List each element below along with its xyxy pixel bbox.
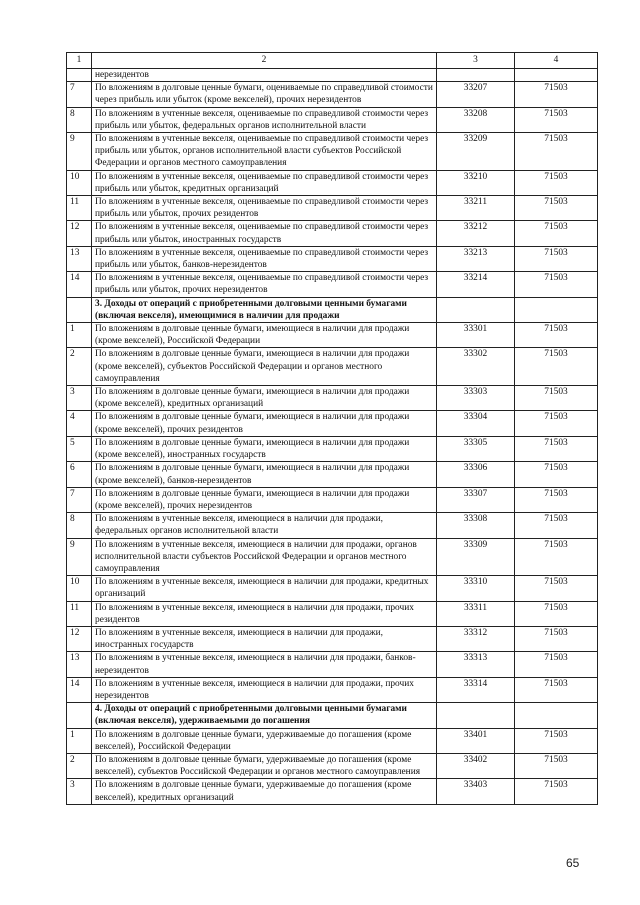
table-row (67, 272, 598, 297)
row-description: По вложениям в учтенные векселя, оцениваемые по справедливой стоимости через прибыль или убыток, иностранных государств (92, 221, 437, 246)
income-symbol-code: 33307 (437, 487, 515, 512)
row-description: По вложениям в долговые ценные бумаги, имеющиеся в наличии для продажи (кроме векселей), прочих нерезидентов (92, 487, 437, 512)
row-description: По вложениям в учтенные векселя, имеющиеся в наличии для продажи, иностранных государств (92, 626, 437, 651)
income-symbol-code: 33310 (437, 576, 515, 601)
table-body (67, 69, 598, 805)
account-symbol: 71503 (515, 728, 598, 753)
account-symbol: 71503 (515, 779, 598, 804)
row-number: 8 (67, 107, 92, 132)
account-symbol: 71503 (515, 487, 598, 512)
income-symbol-code: 33214 (437, 272, 515, 297)
page-number: 65 (566, 856, 580, 870)
account-symbol: 71503 (515, 170, 598, 195)
row-description: По вложениям в долговые ценные бумаги, имеющиеся в наличии для продажи (кроме векселей), субъектов Российской Федерации и органов местного самоуправления (92, 348, 437, 386)
account-symbol: 71503 (515, 246, 598, 271)
table-row (67, 69, 598, 82)
income-symbol-code (437, 297, 515, 322)
income-symbol-code: 33401 (437, 728, 515, 753)
row-number: 3 (67, 779, 92, 804)
row-description: По вложениям в долговые ценные бумаги, удерживаемые до погашения (кроме векселей), кредитных организаций (92, 779, 437, 804)
row-number: 2 (67, 348, 92, 386)
account-symbol: 71503 (515, 626, 598, 651)
account-symbol: 71503 (515, 348, 598, 386)
account-symbol: 71503 (515, 411, 598, 436)
income-symbol-code: 33304 (437, 411, 515, 436)
row-number: 13 (67, 652, 92, 677)
account-symbol: 71503 (515, 462, 598, 487)
account-symbol: 71503 (515, 677, 598, 702)
account-symbol: 71503 (515, 601, 598, 626)
income-symbol-code: 33211 (437, 196, 515, 221)
account-symbol: 71503 (515, 513, 598, 538)
row-number: 12 (67, 221, 92, 246)
row-description: По вложениям в учтенные векселя, оцениваемые по справедливой стоимости через прибыль или убыток, федеральных органов исполнительной власти (92, 107, 437, 132)
row-description: По вложениям в учтенные векселя, оцениваемые по справедливой стоимости через прибыль или убыток, банков-нерезидентов (92, 246, 437, 271)
table-row (67, 82, 598, 107)
row-description: По вложениям в учтенные векселя, оцениваемые по справедливой стоимости через прибыль или убыток, прочих нерезидентов (92, 272, 437, 297)
row-description: По вложениям в учтенные векселя, имеющиеся в наличии для продажи, органов исполнительной власти субъектов Российской Федерации и органов местного самоуправления (92, 538, 437, 576)
table-row (67, 601, 598, 626)
table-row (67, 246, 598, 271)
income-symbol-code: 33209 (437, 133, 515, 171)
row-number: 1 (67, 323, 92, 348)
row-description: 3. Доходы от операций с приобретенными долговыми ценными бумагами (включая векселя), имеющимися в наличии для продажи (92, 297, 437, 322)
table-row (67, 576, 598, 601)
header-col-3: 3 (437, 53, 515, 69)
row-number: 11 (67, 601, 92, 626)
row-description: По вложениям в учтенные векселя, имеющиеся в наличии для продажи, прочих нерезидентов (92, 677, 437, 702)
account-symbol: 71503 (515, 576, 598, 601)
row-description: По вложениям в учтенные векселя, оцениваемые по справедливой стоимости через прибыль или убыток, прочих резидентов (92, 196, 437, 221)
account-symbol: 71503 (515, 82, 598, 107)
account-symbol (515, 69, 598, 82)
income-symbol-code (437, 703, 515, 728)
section-header-row (67, 703, 598, 728)
table-row (67, 411, 598, 436)
table-row (67, 462, 598, 487)
income-symbol-code: 33210 (437, 170, 515, 195)
account-symbol: 71503 (515, 538, 598, 576)
income-symbol-code: 33314 (437, 677, 515, 702)
row-description: По вложениям в долговые ценные бумаги, оцениваемые по справедливой стоимости через прибыль или убыток (кроме векселей), прочих нерезидентов (92, 82, 437, 107)
row-number: 12 (67, 626, 92, 651)
account-symbol: 71503 (515, 196, 598, 221)
row-number: 14 (67, 677, 92, 702)
table-row (67, 348, 598, 386)
row-number: 4 (67, 411, 92, 436)
account-symbol: 71503 (515, 323, 598, 348)
table-row (67, 107, 598, 132)
row-description: нерезидентов (92, 69, 437, 82)
table-row (67, 133, 598, 171)
account-symbol: 71503 (515, 753, 598, 778)
row-number: 8 (67, 513, 92, 538)
row-number: 10 (67, 170, 92, 195)
table-row (67, 626, 598, 651)
row-number: 9 (67, 133, 92, 171)
row-description: По вложениям в долговые ценные бумаги, удерживаемые до погашения (кроме векселей), Российской Федерации (92, 728, 437, 753)
table-row (67, 652, 598, 677)
account-symbol: 71503 (515, 386, 598, 411)
row-number: 13 (67, 246, 92, 271)
row-number: 11 (67, 196, 92, 221)
row-number: 14 (67, 272, 92, 297)
row-description: По вложениям в долговые ценные бумаги, удерживаемые до погашения (кроме векселей), субъектов Российской Федерации и органов местного самоуправления (92, 753, 437, 778)
row-number: 9 (67, 538, 92, 576)
row-description: 4. Доходы от операций с приобретенными долговыми ценными бумагами (включая векселя), удерживаемыми до погашения (92, 703, 437, 728)
income-symbol-code: 33306 (437, 462, 515, 487)
income-symbol-code: 33207 (437, 82, 515, 107)
income-symbol-code: 33402 (437, 753, 515, 778)
account-symbol: 71503 (515, 133, 598, 171)
header-col-2: 2 (92, 53, 437, 69)
income-symbol-code: 33305 (437, 436, 515, 461)
table-row (67, 196, 598, 221)
table-row (67, 436, 598, 461)
row-description: По вложениям в учтенные векселя, оцениваемые по справедливой стоимости через прибыль или убыток, кредитных организаций (92, 170, 437, 195)
row-number: 6 (67, 462, 92, 487)
account-symbol (515, 703, 598, 728)
header-col-1: 1 (67, 53, 92, 69)
row-number: 3 (67, 386, 92, 411)
account-symbol: 71503 (515, 652, 598, 677)
income-symbol-code: 33309 (437, 538, 515, 576)
table-header-row (67, 53, 598, 69)
table-row (67, 753, 598, 778)
row-description: По вложениям в долговые ценные бумаги, имеющиеся в наличии для продажи (кроме векселей), кредитных организаций (92, 386, 437, 411)
row-description: По вложениям в учтенные векселя, оцениваемые по справедливой стоимости через прибыль или убыток, органов исполнительной власти субъектов Российской Федерации и органов местного самоуправления (92, 133, 437, 171)
row-description: По вложениям в долговые ценные бумаги, имеющиеся в наличии для продажи (кроме векселей), Российской Федерации (92, 323, 437, 348)
income-symbol-code (437, 69, 515, 82)
row-description: По вложениям в учтенные векселя, имеющиеся в наличии для продажи, кредитных организаций (92, 576, 437, 601)
row-description: По вложениям в долговые ценные бумаги, имеющиеся в наличии для продажи (кроме векселей), прочих резидентов (92, 411, 437, 436)
row-description: По вложениям в учтенные векселя, имеющиеся в наличии для продажи, банков-нерезидентов (92, 652, 437, 677)
table-row (67, 513, 598, 538)
row-description: По вложениям в долговые ценные бумаги, имеющиеся в наличии для продажи (кроме векселей), иностранных государств (92, 436, 437, 461)
row-number (67, 703, 92, 728)
row-description: По вложениям в долговые ценные бумаги, имеющиеся в наличии для продажи (кроме векселей), банков-нерезидентов (92, 462, 437, 487)
income-symbol-code: 33208 (437, 107, 515, 132)
income-symbol-code: 33213 (437, 246, 515, 271)
row-number (67, 69, 92, 82)
row-number: 10 (67, 576, 92, 601)
table-row (67, 538, 598, 576)
account-symbol: 71503 (515, 436, 598, 461)
income-symbol-code: 33403 (437, 779, 515, 804)
table-row (67, 487, 598, 512)
income-symbol-code: 33312 (437, 626, 515, 651)
row-number: 7 (67, 487, 92, 512)
account-symbol: 71503 (515, 221, 598, 246)
table-row (67, 170, 598, 195)
income-symbol-code: 33212 (437, 221, 515, 246)
account-symbol: 71503 (515, 107, 598, 132)
income-symbol-code: 33313 (437, 652, 515, 677)
income-symbol-code: 33303 (437, 386, 515, 411)
row-number: 7 (67, 82, 92, 107)
section-header-row (67, 297, 598, 322)
income-symbol-code: 33311 (437, 601, 515, 626)
account-symbol: 71503 (515, 272, 598, 297)
row-number (67, 297, 92, 322)
table-row (67, 779, 598, 804)
table-row (67, 677, 598, 702)
table-row (67, 221, 598, 246)
accounts-table (66, 52, 598, 805)
table-row (67, 728, 598, 753)
table-row (67, 386, 598, 411)
income-symbol-code: 33308 (437, 513, 515, 538)
row-description: По вложениям в учтенные векселя, имеющиеся в наличии для продажи, прочих резидентов (92, 601, 437, 626)
row-number: 5 (67, 436, 92, 461)
account-symbol (515, 297, 598, 322)
income-symbol-code: 33302 (437, 348, 515, 386)
table-row (67, 323, 598, 348)
header-col-4: 4 (515, 53, 598, 69)
row-number: 2 (67, 753, 92, 778)
row-number: 1 (67, 728, 92, 753)
row-description: По вложениям в учтенные векселя, имеющиеся в наличии для продажи, федеральных органов исполнительной власти (92, 513, 437, 538)
income-symbol-code: 33301 (437, 323, 515, 348)
